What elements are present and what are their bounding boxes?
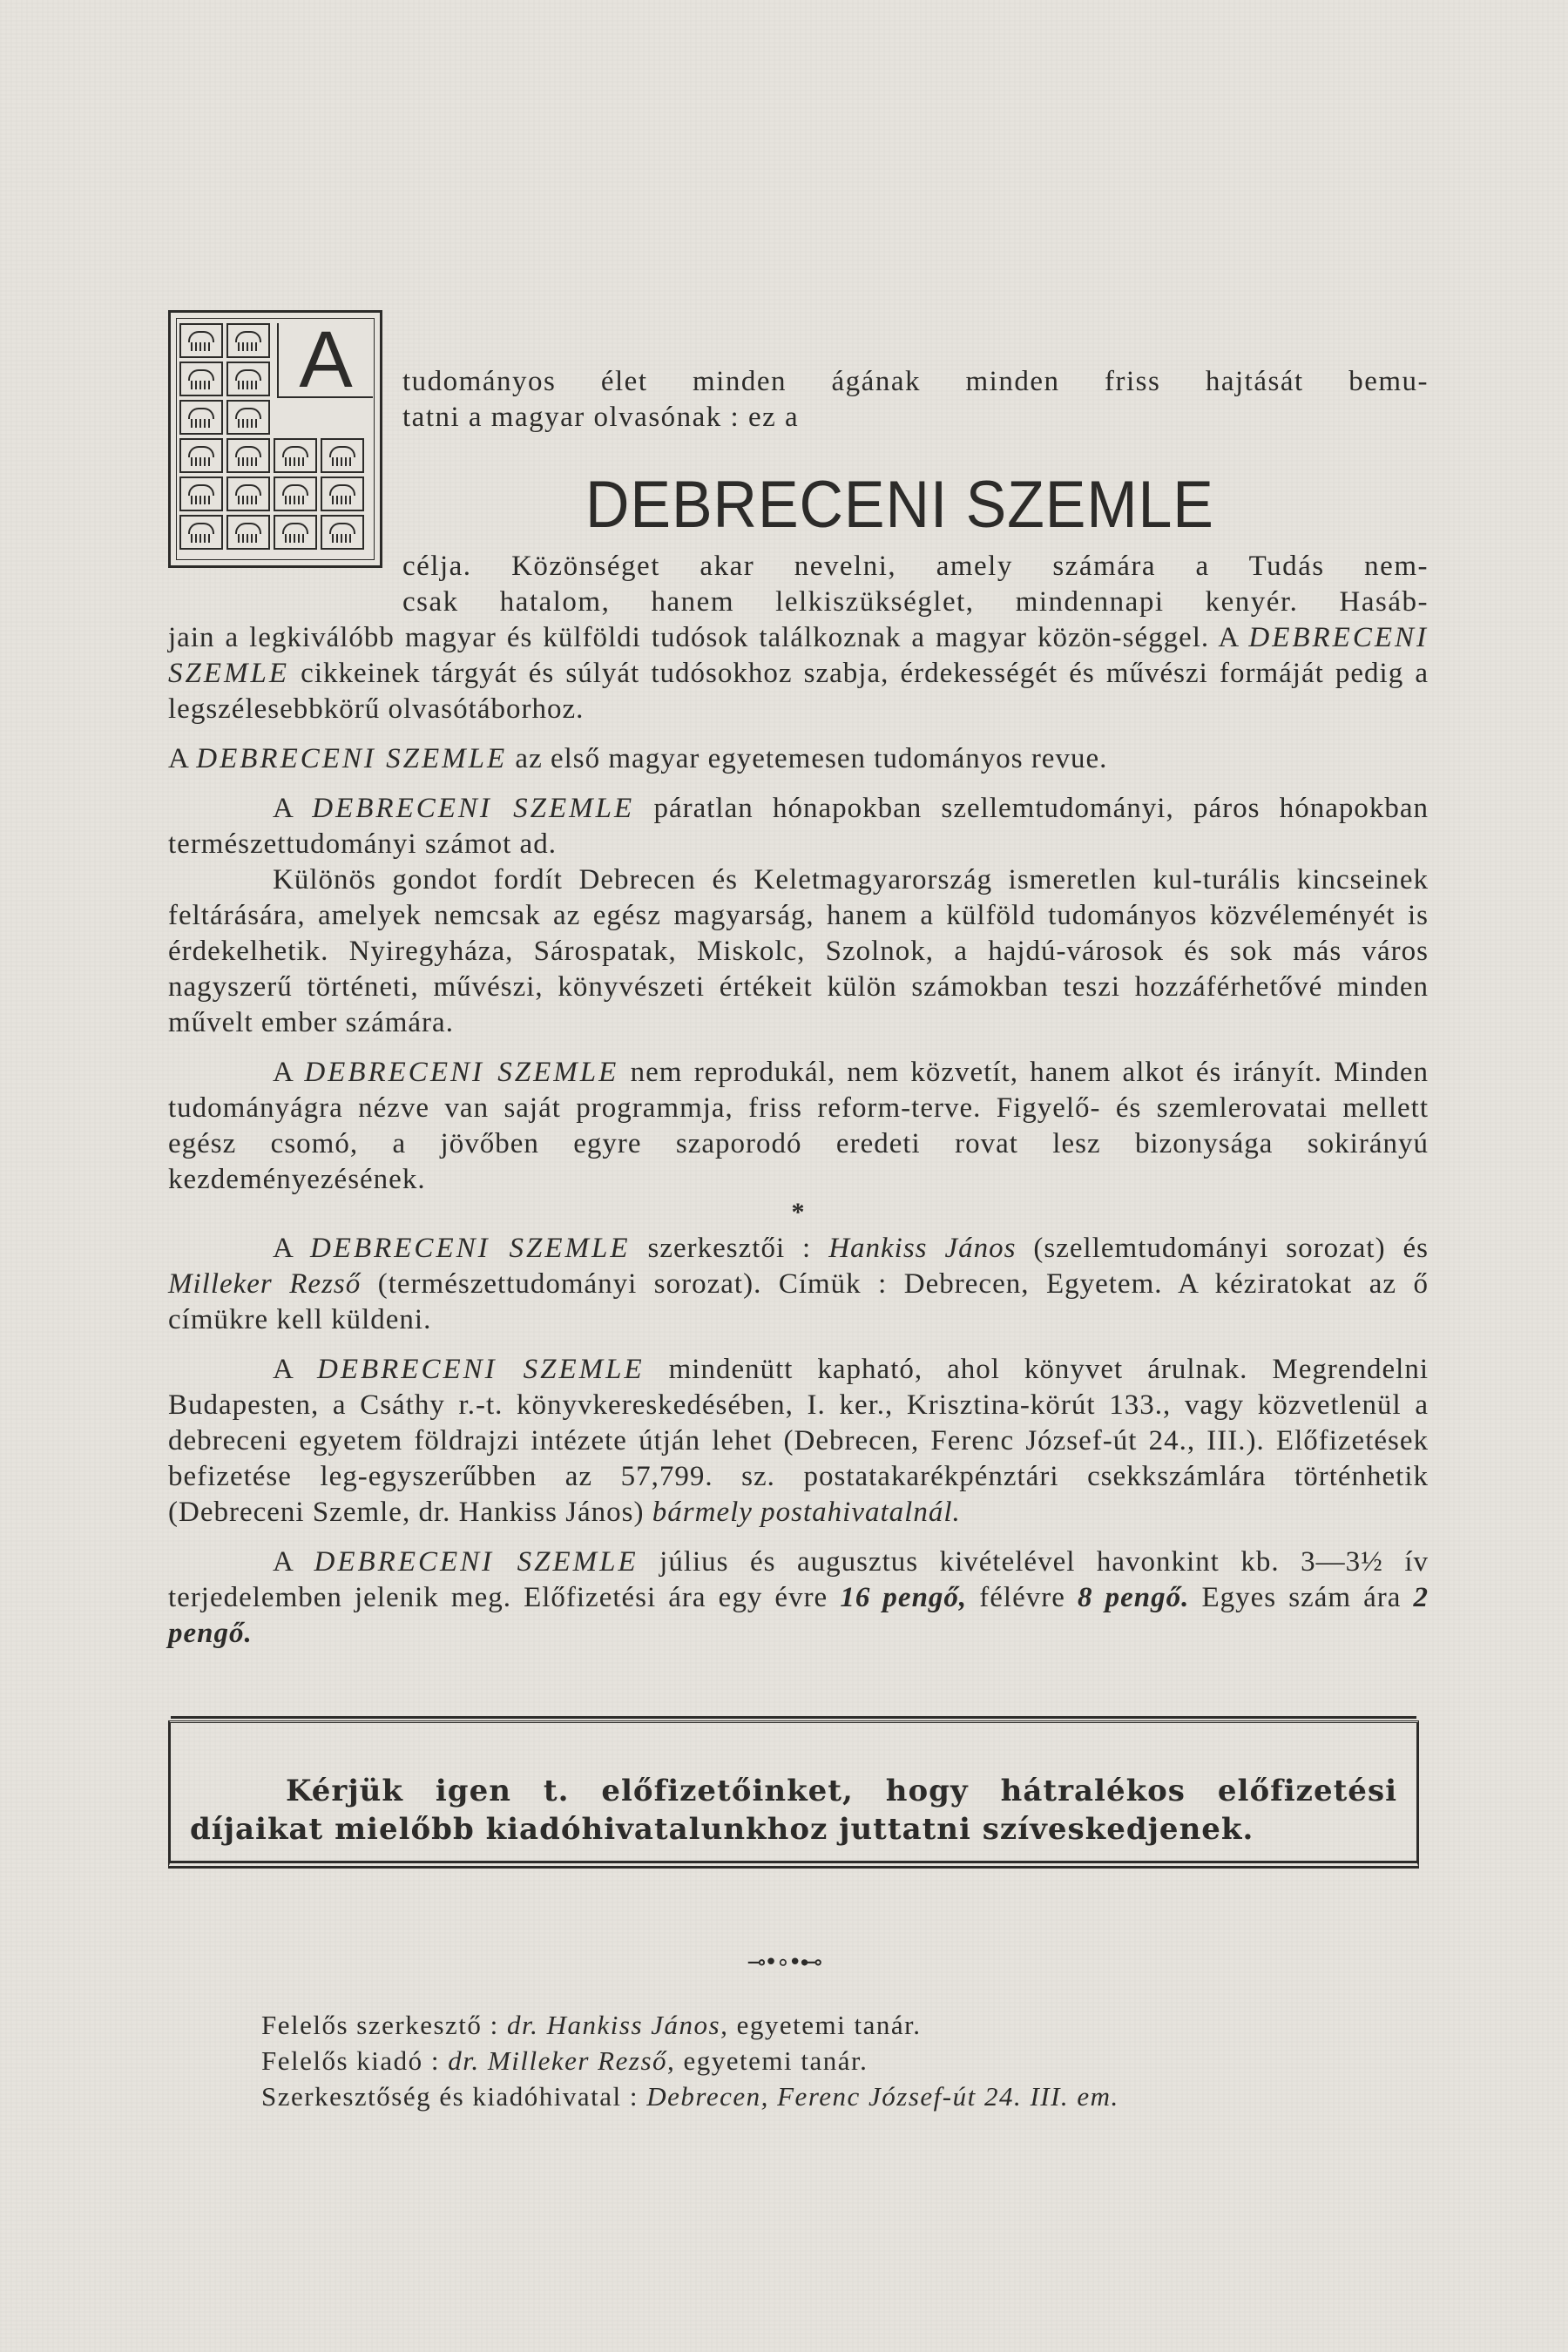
ornament-tile [274,438,317,473]
editor-name: Hankiss János [828,1233,1017,1264]
paragraph-monthly-topics: A DEBRECENI SZEMLE páratlan hónapokban szellemtudományi, páros hónapokban természettudományi számot ad. [168,793,1429,860]
ornament-tile [321,476,364,511]
section-separator: * [791,1198,806,1227]
subscription-notice-box [168,1720,1419,1869]
journal-title-ref: DEBRECENI SZEMLE [196,743,508,774]
body-text [168,620,1429,1652]
imprint-editor: Felelős szerkesztő : dr. Hankiss János, egyetemi tanár. [261,2010,922,2040]
purpose-paragraph: jain a legkiválóbb magyar és külföldi tudósok találkoznak a magyar közön-séggel. A DEBRECENI SZEMLE cikkeinek tárgyát és súlyát tudósokhoz szabja, érdekességét és művészi formáját pedig a legszélesebbkörű olvasótáborhoz. [168,622,1429,725]
ornament-tile [226,476,270,511]
masthead-title: DEBRECENI SZEMLE [585,468,1214,542]
subscription-notice-text [190,1772,1397,1848]
ornament-tile [226,323,270,358]
ornament-tile [321,438,364,473]
ornament-tile [274,476,317,511]
ornament-tile [226,362,270,396]
price-half-year: 8 pengő. [1078,1582,1190,1613]
price-year: 16 pengő, [840,1582,968,1613]
ornament-divider-icon: ⊸•∘•⊷ [747,1950,821,1976]
journal-title-ref: DEBRECENI SZEMLE [317,1354,645,1385]
imprint-office: Szerkesztőség és kiadóhivatal : Debrecen, Ferenc József-út 24. III. em. [261,2081,1119,2112]
purpose-head [402,549,1429,620]
notice-line-1: Kérjük igen t. előfizetőinket, hogy hátralékos előfizetési [286,1774,1397,1808]
ornament-tile [179,476,223,511]
editor-name: Milleker Rezső [168,1268,362,1300]
paragraph-first-revue: A DEBRECENI SZEMLE az első magyar egyetemesen tudományos revue. [168,743,1108,774]
intro-line-1: tudományos élet minden ágának minden friss hajtását bemu- [402,366,1429,397]
intro-text [402,364,1429,436]
ornamental-initial [168,310,382,568]
ornament-tile [179,323,223,358]
ornament-tile [226,515,270,550]
paragraph-reform: A DEBRECENI SZEMLE nem reprodukál, nem közvetít, hanem alkot és irányít. Minden tudományágra nézve van saját programmja, friss reform-terve. Figyelő- és szemlerovatai mellett egész csomó, a jövőben egyre szaporodó eredeti rovat lesz bizonysága sokirányú kezdeményezésének. [168,1057,1429,1195]
ornament-tile [274,515,317,550]
journal-title-ref: DEBRECENI SZEMLE [309,1233,631,1264]
journal-title-ref: DEBRECENI SZEMLE [314,1546,639,1578]
paragraph-editors: A DEBRECENI SZEMLE szerkesztői : Hankiss János (szellemtudományi sorozat) és Milleker Rezső (természettudományi sorozat). Címük : Debrecen, Egyetem. A kéziratokat az ő címükre kell küldeni. [168,1233,1429,1335]
initial-letter: A [299,315,353,404]
purpose-line-2: csak hatalom, hanem lelkiszükséglet, mindennapi kenyér. Hasáb- [402,586,1429,618]
journal-title-ref: DEBRECENI SZEMLE [168,622,1429,689]
journal-title-ref: DEBRECENI SZEMLE [312,793,635,824]
initial-letter-cell [277,315,373,404]
ornament-tile [226,438,270,473]
intro-line-2: tatni a magyar olvasónak : ez a [402,402,800,433]
price-single-issue: 2 pengő. [168,1582,1429,1649]
ornament-tile [179,362,223,396]
imprint [261,2007,1429,2114]
paragraph-ordering: A DEBRECENI SZEMLE mindenütt kapható, ahol könyvet árulnak. Megrendelni Budapesten, a Csáthy r.-t. könyvkereskedésében, I. ker., Krisztina-körút 133., vagy közvetlenül a debreceni egyetem földrajzi intézete útján lehet (Debrecen, Ferenc József-út 24., III.). Előfizetések befizetése leg-egyszerűbben az 57,799. sz. postatakarékpénztári csekkszámlára történhetik (Debreceni Szemle, dr. Hankiss János) bármely postahivatalnál. [168,1354,1429,1528]
journal-title-ref: DEBRECENI SZEMLE [304,1057,619,1088]
paragraph-region: Különös gondot fordít Debrecen és Keletmagyarország ismeretlen kul-turális kincseinek feltárására, amelyek nemcsak az egész magyarság, hanem a külföld tudományos közvéleményét is érdekelhetik. Nyiregyháza, Sárospatak, Miskolc, Szolnok, a hajdú-városok és sok más város nagyszerű történeti, művészi, könyvészeti értékeit külön számokban teszi hozzáférhetővé minden művelt ember számára. [168,864,1429,1038]
ornament-tile [179,515,223,550]
ornament-tile [226,400,270,435]
imprint-publisher: Felelős kiadó : dr. Milleker Rezső, egyetemi tanár. [261,2045,868,2076]
ornament-tile [179,438,223,473]
ornament-tile [179,400,223,435]
notice-line-2: díjaikat mielőbb kiadóhivatalunkhoz juttatni szíveskedjenek. [190,1812,1254,1847]
purpose-line-1: célja. Közönséget akar nevelni, amely számára a Tudás nem- [402,551,1429,582]
ornament-tile [321,515,364,550]
paragraph-pricing: A DEBRECENI SZEMLE július és augusztus kivételével havonkint kb. 3—3½ ív terjedelemben jelenik meg. Előfizetési ára egy évre 16 pengő, félévre 8 pengő. Egyes szám ára 2 pengő. [168,1546,1429,1649]
